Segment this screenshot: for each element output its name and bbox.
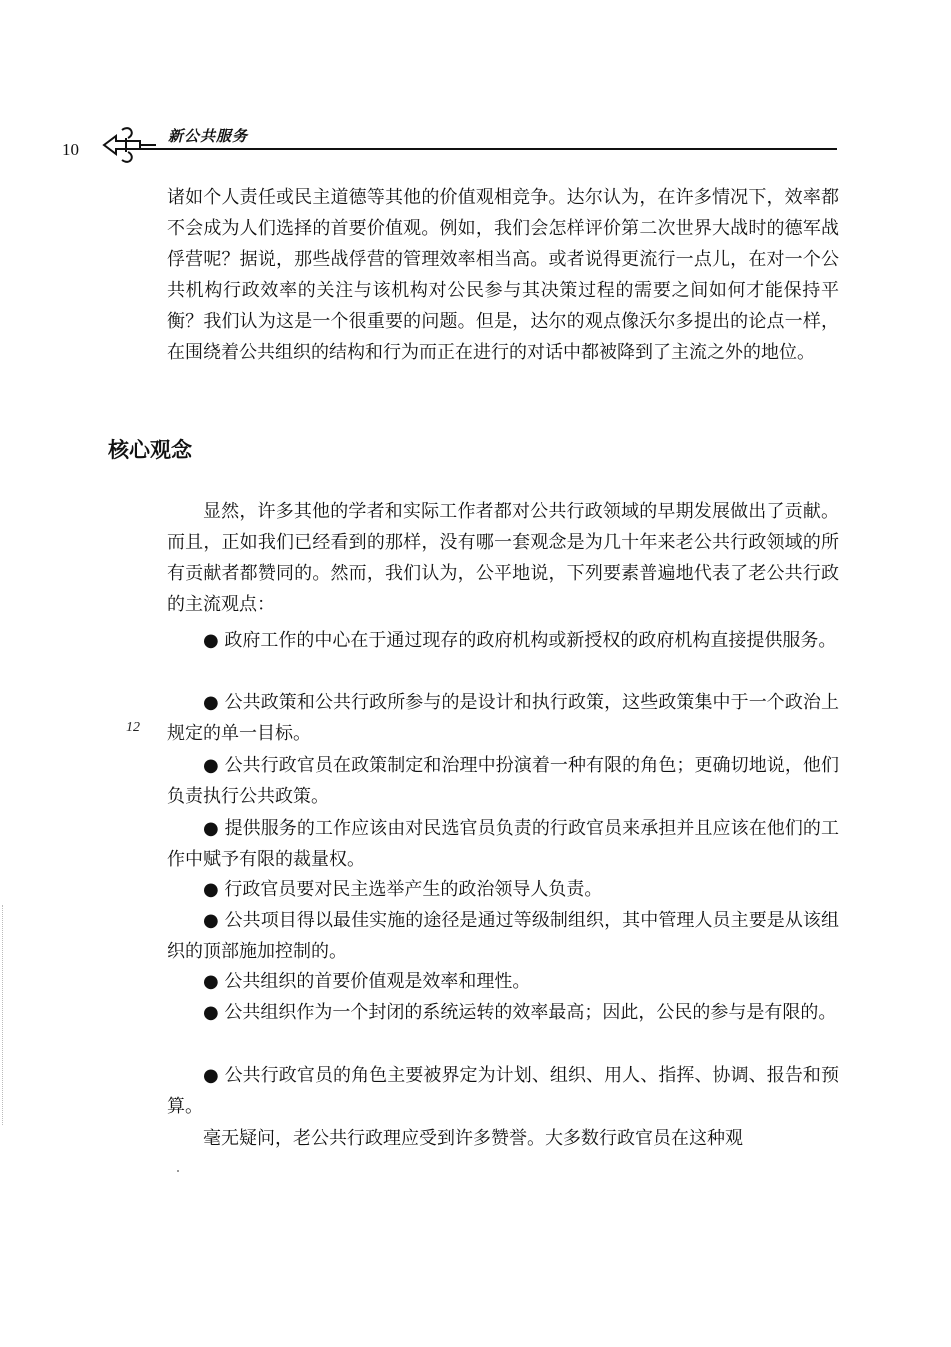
bullet-item-3: ● 公共行政官员在政策制定和治理中扮演着一种有限的角色；更确切地说，他们负责执行公共政策。	[167, 755, 839, 807]
header-rule	[140, 148, 837, 150]
scroll-ornament-icon	[96, 122, 156, 168]
bullet-item-5: ● 行政官员要对民主选举产生的政治领导人负责。	[203, 879, 603, 900]
paragraph-core-ideas-intro: 显然，许多其他的学者和实际工作者都对公共行政领域的早期发展做出了贡献。而且，正如我们已经看到的那样，没有哪一套观念是为几十年来老公共行政领域的所有贡献者都赞同的。然而，我们认为，公平地说，下列要素普遍地代表了老公共行政的主流观点：	[167, 501, 839, 615]
page-number: 10	[62, 140, 79, 159]
bullet-item-2: ● 公共政策和公共行政所参与的是设计和执行政策，这些政策集中于一个政治上规定的单一目标。	[167, 692, 839, 744]
paragraph-closing: 毫无疑问，老公共行政理应受到许多赞誉。大多数行政官员在这种观	[203, 1128, 743, 1149]
bullet-item-8: ● 公共组织作为一个封闭的系统运转的效率最高；因此，公民的参与是有限的。	[203, 1002, 837, 1023]
margin-page-reference: 12	[126, 720, 140, 735]
scan-dust-artifact	[177, 1170, 179, 1172]
bullet-item-9: ● 公共行政官员的角色主要被界定为计划、组织、用人、指挥、协调、报告和预算。	[167, 1065, 839, 1117]
bullet-item-4: ● 提供服务的工作应该由对民选官员负责的行政官员来承担并且应该在他们的工作中赋予有限的裁量权。	[167, 818, 839, 870]
bullet-item-6: ● 公共项目得以最佳实施的途径是通过等级制组织，其中管理人员主要是从该组织的顶部施加控制的。	[167, 910, 839, 962]
bullet-item-1: ● 政府工作的中心在于通过现存的政府机构或新授权的政府机构直接提供服务。	[203, 630, 837, 651]
scan-edge-artifact	[2, 905, 3, 1125]
bullet-item-7: ● 公共组织的首要价值观是效率和理性。	[203, 971, 531, 992]
running-title: 新公共服务	[168, 127, 249, 145]
paragraph-dahl-efficiency: 诸如个人责任或民主道德等其他的价值观相竞争。达尔认为，在许多情况下，效率都不会成为人们选择的首要价值观。例如，我们会怎样评价第二次世界大战时的德军战俘营呢？据说，那些战俘营的管理效率相当高。或者说得更流行一点儿，在对一个公共机构行政效率的关注与该机构对公民参与其决策过程的需要之间如何才能保持平衡？我们认为这是一个很重要的问题。但是，达尔的观点像沃尔多提出的论点一样，在围绕着公共组织的结构和行为而正在进行的对话中都被降到了主流之外的地位。	[167, 187, 839, 363]
section-heading-core-ideas: 核心观念	[108, 438, 192, 462]
